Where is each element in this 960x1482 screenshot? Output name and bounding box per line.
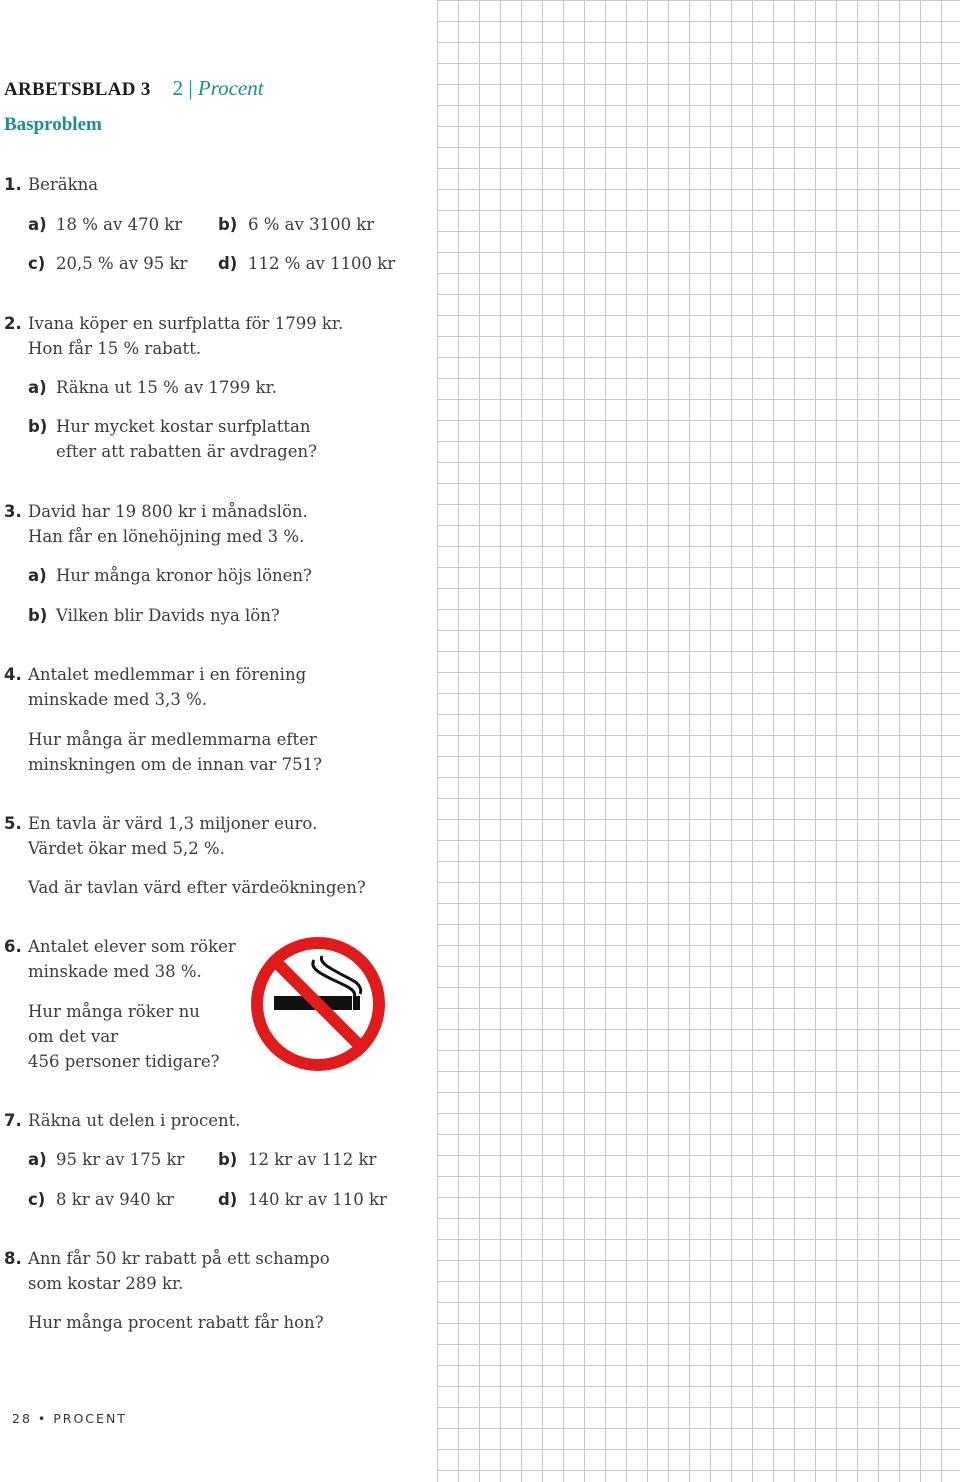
problem-text: Värdet ökar med 5,2 %. bbox=[28, 839, 225, 858]
problem-number: 8. bbox=[4, 1249, 22, 1268]
problem-text: 456 personer tidigare? bbox=[28, 1052, 220, 1071]
problem-text: Hon får 15 % rabatt. bbox=[28, 339, 202, 358]
sub-text: 6 % av 3100 kr bbox=[248, 215, 375, 234]
sub-text: Vilken blir Davids nya lön? bbox=[56, 606, 280, 625]
footer-dot: • bbox=[37, 1411, 48, 1426]
page-footer bbox=[12, 1411, 127, 1426]
sub-text: Hur många kronor höjs lönen? bbox=[56, 566, 312, 585]
problem-number: 1. bbox=[4, 175, 22, 194]
sub-text: efter att rabatten är avdragen? bbox=[56, 442, 317, 461]
problem-number: 7. bbox=[4, 1111, 22, 1130]
problem-text: Ann får 50 kr rabatt på ett schampo bbox=[28, 1249, 330, 1268]
sub-text: 112 % av 1100 kr bbox=[248, 254, 396, 273]
page-header bbox=[4, 76, 264, 101]
sub-text: 95 kr av 175 kr bbox=[56, 1150, 185, 1169]
problem-text: En tavla är värd 1,3 miljoner euro. bbox=[28, 814, 318, 833]
sub-label: d) bbox=[218, 1190, 238, 1209]
grid-paper bbox=[437, 0, 960, 1482]
problem-text: David har 19 800 kr i månadslön. bbox=[28, 502, 308, 521]
sub-text: Hur mycket kostar surfplattan bbox=[56, 417, 311, 436]
problem-number: 4. bbox=[4, 665, 22, 684]
problem-number: 5. bbox=[4, 814, 22, 833]
problem-text: som kostar 289 kr. bbox=[28, 1274, 184, 1293]
sub-label: b) bbox=[218, 1150, 238, 1169]
problem-text: minskningen om de innan var 751? bbox=[28, 755, 323, 774]
problem-text: Vad är tavlan värd efter värdeökningen? bbox=[28, 878, 366, 897]
sub-text: 18 % av 470 kr bbox=[56, 215, 183, 234]
sub-label: a) bbox=[28, 378, 47, 397]
section-title: Basproblem bbox=[4, 114, 102, 135]
problem-text: Ivana köper en surfplatta för 1799 kr. bbox=[28, 314, 344, 333]
problem-text: Hur många röker nu bbox=[28, 1002, 200, 1021]
sub-label: a) bbox=[28, 566, 47, 585]
problem-text: Antalet elever som röker bbox=[28, 937, 236, 956]
sub-text: 12 kr av 112 kr bbox=[248, 1150, 377, 1169]
problem-text: Antalet medlemmar i en förening bbox=[28, 665, 307, 684]
problem-number: 3. bbox=[4, 502, 22, 521]
sub-text: 8 kr av 940 kr bbox=[56, 1190, 174, 1209]
problem-text: Hur många procent rabatt får hon? bbox=[28, 1313, 324, 1332]
sub-text: 140 kr av 110 kr bbox=[248, 1190, 387, 1209]
sub-text: 20,5 % av 95 kr bbox=[56, 254, 188, 273]
problem-text: Räkna ut delen i procent. bbox=[28, 1111, 241, 1130]
sub-label: c) bbox=[28, 1190, 46, 1209]
problem-text: Beräkna bbox=[28, 175, 99, 194]
sub-label: a) bbox=[28, 215, 47, 234]
problem-number: 6. bbox=[4, 937, 22, 956]
problem-text: minskade med 3,3 %. bbox=[28, 690, 208, 709]
sub-label: b) bbox=[28, 417, 48, 436]
problem-text: minskade med 38 %. bbox=[28, 962, 202, 981]
chapter-number: 2 | bbox=[172, 76, 193, 100]
problem-text: om det var bbox=[28, 1027, 119, 1046]
sub-label: b) bbox=[28, 606, 48, 625]
problem-text: Han får en lönehöjning med 3 %. bbox=[28, 527, 305, 546]
page-number: 28 bbox=[12, 1411, 32, 1426]
sub-label: c) bbox=[28, 254, 46, 273]
footer-label: PROCENT bbox=[53, 1411, 127, 1426]
sub-text: Räkna ut 15 % av 1799 kr. bbox=[56, 378, 277, 397]
sheet-title: ARBETSBLAD 3 bbox=[4, 79, 151, 100]
sub-label: b) bbox=[218, 215, 238, 234]
problem-text: Hur många är medlemmarna efter bbox=[28, 730, 317, 749]
problem-number: 2. bbox=[4, 314, 22, 333]
no-smoking-icon bbox=[250, 936, 386, 1072]
chapter-name: Procent bbox=[197, 76, 264, 100]
sub-label: a) bbox=[28, 1150, 47, 1169]
sub-label: d) bbox=[218, 254, 238, 273]
